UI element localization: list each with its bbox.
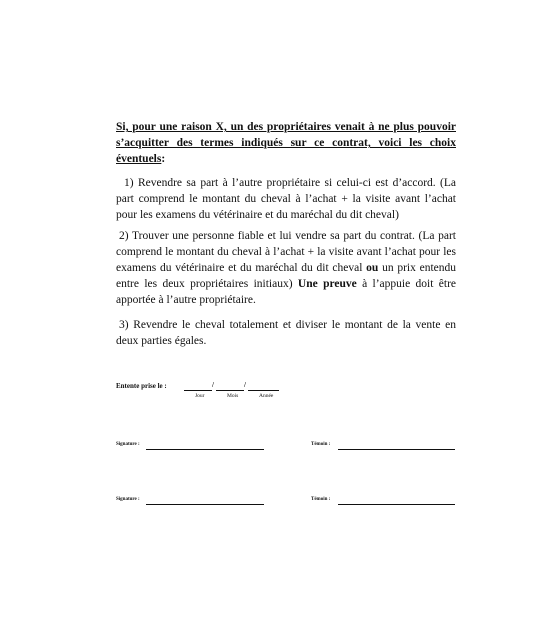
- signature-line[interactable]: [146, 449, 264, 450]
- date-year-label: Année: [259, 393, 274, 399]
- section-heading: [116, 119, 456, 167]
- temoin-line[interactable]: [338, 449, 455, 450]
- option-1: [116, 175, 456, 223]
- date-month-label: Mois: [227, 393, 239, 399]
- option-3: [116, 317, 456, 349]
- option-1-text: 1) Revendre sa part à l’autre propriétaire si celui-ci est d’accord. (La part comprend le montant du cheval à l’achat + la visite avant l’achat pour les examens du vétérinaire et du maréchal du dit cheval): [116, 177, 456, 221]
- heading-colon: :: [161, 153, 166, 165]
- entente-label: Entente prise le :: [116, 382, 167, 390]
- signature-label: Signature :: [116, 442, 140, 447]
- temoin-line[interactable]: [338, 504, 455, 505]
- date-slash-1: /: [212, 381, 214, 389]
- date-day-label: Jour: [195, 393, 205, 399]
- signature-label: Signature :: [116, 497, 140, 502]
- option-2-text-c: à l’appuie doit être apportée à l’autre propriétaire.: [116, 278, 456, 306]
- date-slash-2: /: [244, 381, 246, 389]
- option-3-text: 3) Revendre le cheval totalement et diviser le montant de la vente en deux parties égales.: [116, 319, 456, 347]
- option-2-text-b: un prix entendu entre les deux propriétaires initiaux): [116, 262, 456, 290]
- option-2-preuve: Une preuve: [297, 278, 357, 290]
- option-2-text-a: 2) Trouver une personne fiable et lui vendre sa part du contrat. (La part comprend le montant du cheval à l’achat + la visite avant l’achat pour les examens du vétérinaire et du maréchal du dit cheval: [116, 230, 456, 274]
- date-day-line[interactable]: [184, 390, 212, 391]
- temoin-label: Témoin :: [311, 442, 331, 447]
- temoin-label: Témoin :: [311, 497, 331, 502]
- date-month-line[interactable]: [216, 390, 244, 391]
- option-2-ou: ou: [366, 262, 379, 274]
- signature-line[interactable]: [146, 504, 264, 505]
- date-year-line[interactable]: [248, 390, 279, 391]
- heading-text: Si, pour une raison X, un des propriétaires venait à ne plus pouvoir s’acquitter des termes indiqués sur ce contrat, voici les choix éventuels: [116, 121, 456, 165]
- option-2: [116, 228, 456, 308]
